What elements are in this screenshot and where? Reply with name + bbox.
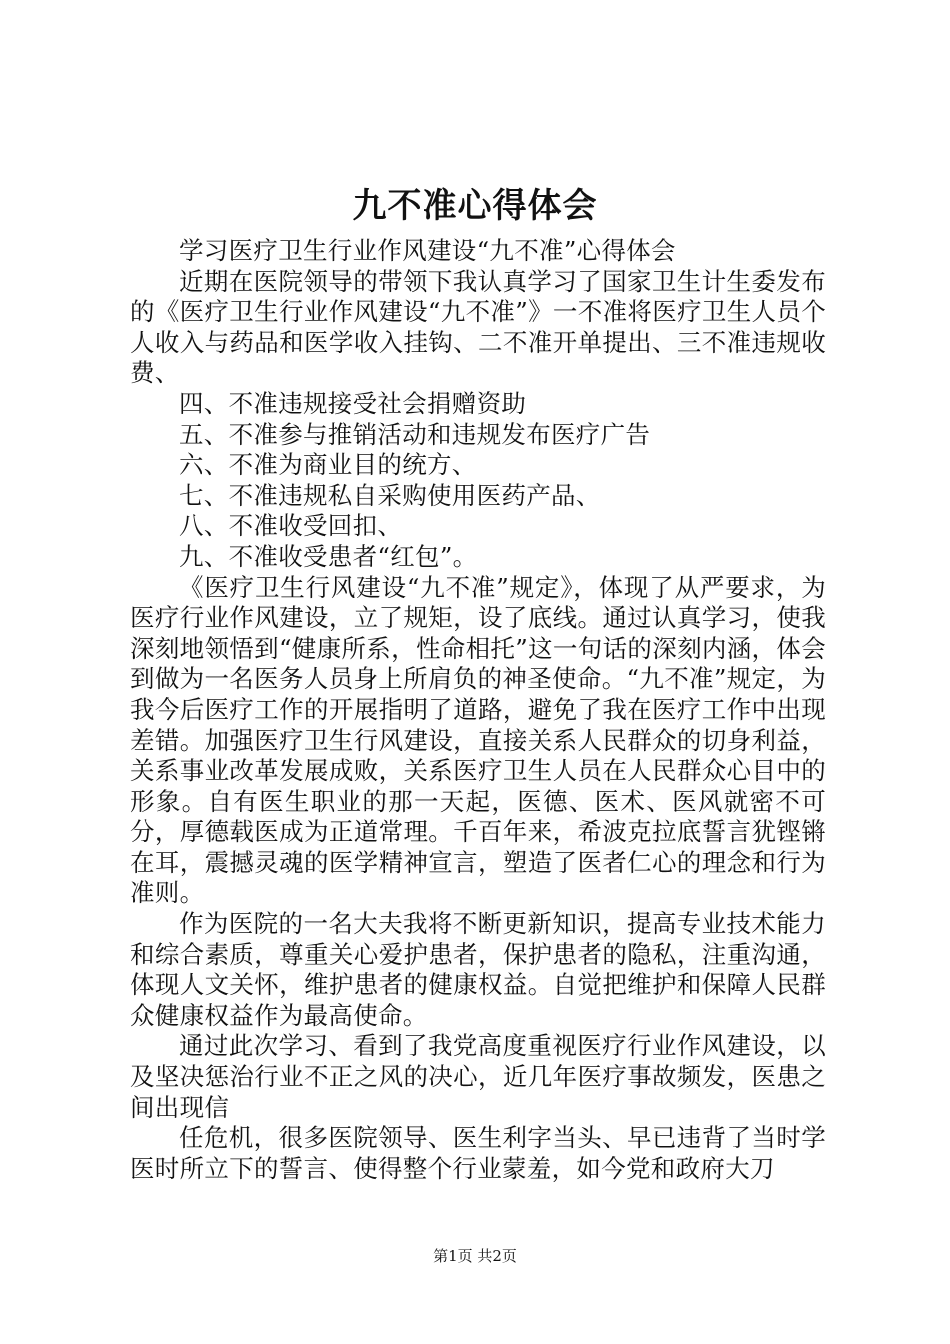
- paragraph-item-5: 五、不准参与推销活动和违规发布医疗广告: [179, 419, 651, 449]
- paragraph-item-6: 六、不准为商业目的统方、: [179, 450, 477, 480]
- paragraph-subtitle: 学习医疗卫生行业作风建设“九不准”心得体会: [179, 236, 676, 265]
- paragraph-item-7: 七、不准违规私自采购使用医药产品、: [179, 480, 601, 510]
- paragraph-study-note: 通过此次学习、看到了我党高度重视医疗行业作风建设，以及坚决惩治行业不正之风的决心，近几年医疗事故频发，医患之间出现信: [130, 1031, 826, 1122]
- document-title: 九不准心得体会: [352, 186, 598, 226]
- page-indicator: 第1页 共2页: [433, 1247, 517, 1265]
- paragraph-reflection: 《医疗卫生行风建设“九不准”规定》，体现了从严要求，为医疗行业作风建设，立了规矩，设了底线。通过认真学习，使我深刻地领悟到“健康所系，性命相托”这一句话的深刻内涵，体会到做为一名医务人员身上所肩负的神圣使命。“九不准”规定，为我今后医疗工作的开展指明了道路，避免了我在医疗工作中出现差错。加强医疗卫生行风建设，直接关系人民群众的切身利益，关系事业改革发展成败，关系医疗卫生人员在人民群众心目中的形象。自有医生职业的那一天起，医德、医术、医风就密不可分，厚德载医成为正道常理。千百年来，希波克拉底誓言犹铿锵在耳，震撼灵魂的医学精神宣言，塑造了医者仁心的理念和行为准则。: [130, 572, 826, 908]
- paragraph-item-9: 九、不准收受患者“红包”。: [179, 541, 478, 571]
- paragraph-item-8: 八、不准收受回扣、: [179, 511, 403, 541]
- paragraph-item-4: 四、不准违规接受社会捐赠资助: [179, 388, 527, 418]
- paragraph-continuation: 任危机，很多医院领导、医生利字当头、早已违背了当时学医时所立下的誓言、使得整个行业蒙羞，如今党和政府大刀: [130, 1123, 826, 1183]
- paragraph-intro: 近期在医院领导的带领下我认真学习了国家卫生计生委发布的《医疗卫生行业作风建设“九不准”》一不准将医疗卫生人员个人收入与药品和医学收入挂钩、二不准开单提出、三不准违规收费、: [130, 266, 826, 388]
- document-body: [130, 236, 826, 1184]
- paragraph-commitment: 作为医院的一名大夫我将不断更新知识，提高专业技术能力和综合素质，尊重关心爱护患者，保护患者的隐私，注重沟通，体现人文关怀，维护患者的健康权益。自觉把维护和保障人民群众健康权益作为最高使命。: [130, 909, 826, 1030]
